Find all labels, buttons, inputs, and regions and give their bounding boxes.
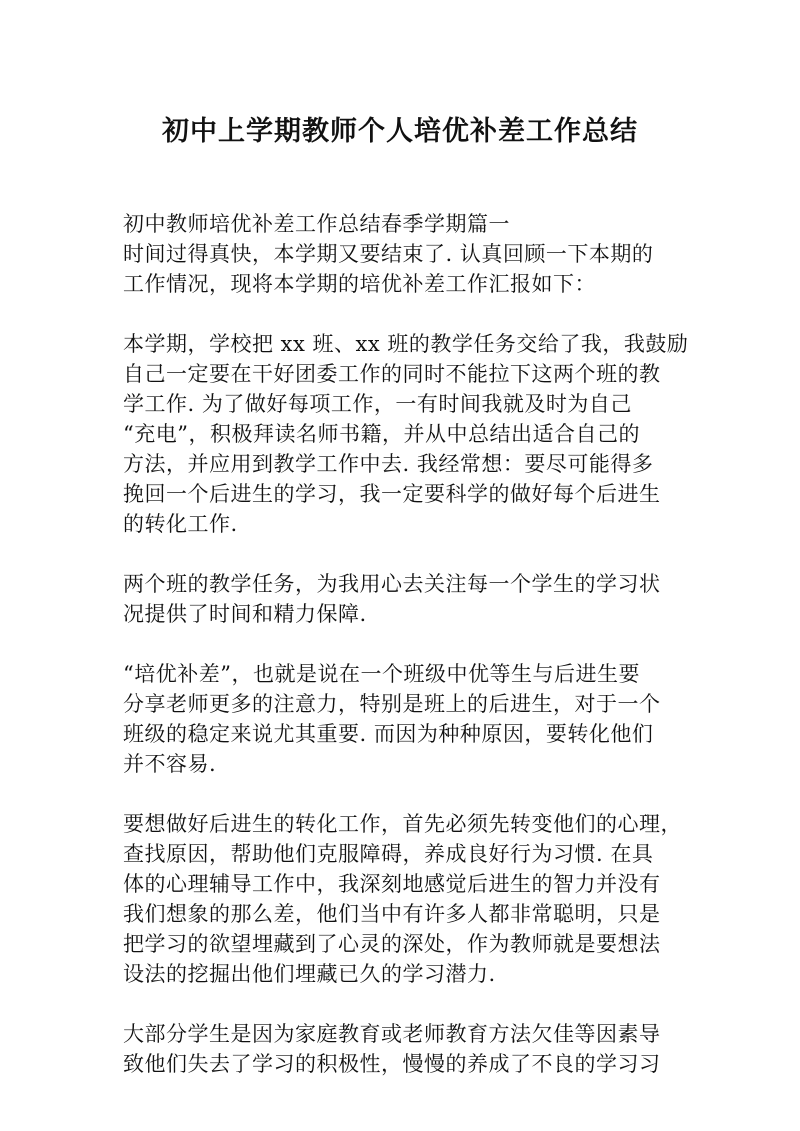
paragraph-line: 致他们失去了学习的积极性，慢慢的养成了不良的学习习 (123, 1052, 661, 1076)
paragraph-line: 查找原因，帮助他们克服障碍，养成良好行为习惯. 在具 (123, 842, 654, 866)
paragraph-line: 两个班的教学任务，为我用心去关注每一个学生的学习状 (123, 572, 661, 596)
paragraph-line: 方法，并应用到教学工作中去. 我经常想：要尽可能得多 (123, 452, 654, 476)
paragraph-gap (123, 779, 683, 809)
paragraph-line: 自己一定要在干好团委工作的同时不能拉下这两个班的教 (123, 362, 661, 386)
paragraph-line: “充电”，积极拜读名师书籍，并从中总结出适合自己的 (123, 422, 640, 446)
paragraph-line: 的转化工作. (123, 512, 238, 536)
paragraph-line: 班级的稳定来说尤其重要. 而因为种种原因，要转化他们 (123, 722, 654, 746)
paragraph-line: 本学期，学校把 xx 班、xx 班的教学任务交给了我，我鼓励 (123, 332, 689, 356)
paragraph-line: 并不容易. (123, 752, 217, 776)
paragraph-line: 时间过得真快，本学期又要结束了. 认真回顾一下本期的 (123, 242, 654, 266)
paragraph-line: “培优补差”，也就是说在一个班级中优等生与后进生要 (123, 662, 640, 686)
paragraph-gap (123, 299, 683, 329)
paragraph-gap (123, 629, 683, 659)
paragraph-line: 我们想象的那么差，他们当中有许多人都非常聪明，只是 (123, 902, 661, 926)
paragraph-gap (123, 989, 683, 1019)
paragraph-line: 要想做好后进生的转化工作，首先必须先转变他们的心理， (123, 812, 682, 836)
paragraph-line: 大部分学生是因为家庭教育或老师教育方法欠佳等因素导 (123, 1022, 661, 1046)
paragraph-line: 分享老师更多的注意力，特别是班上的后进生，对于一个 (123, 692, 661, 716)
paragraph-line: 挽回一个后进生的学习，我一定要科学的做好每个后进生 (123, 482, 661, 506)
paragraph-line: 体的心理辅导工作中，我深刻地感觉后进生的智力并没有 (123, 872, 661, 896)
paragraph-gap (123, 539, 683, 569)
paragraph-line: 把学习的欲望埋藏到了心灵的深处，作为教师就是要想法 (123, 932, 661, 956)
paragraph-line: 工作情况，现将本学期的培优补差工作汇报如下： (123, 272, 596, 296)
paragraph-line: 初中教师培优补差工作总结春季学期篇一 (123, 212, 510, 236)
paragraph-line: 学工作. 为了做好每项工作，一有时间我就及时为自己 (123, 392, 632, 416)
paragraph-line: 设法的挖掘出他们埋藏已久的学习潜力. (123, 962, 496, 986)
paragraph-line: 况提供了时间和精力保障. (123, 602, 367, 626)
document-title: 初中上学期教师个人培优补差工作总结 (162, 116, 638, 147)
document-body (123, 209, 689, 1079)
